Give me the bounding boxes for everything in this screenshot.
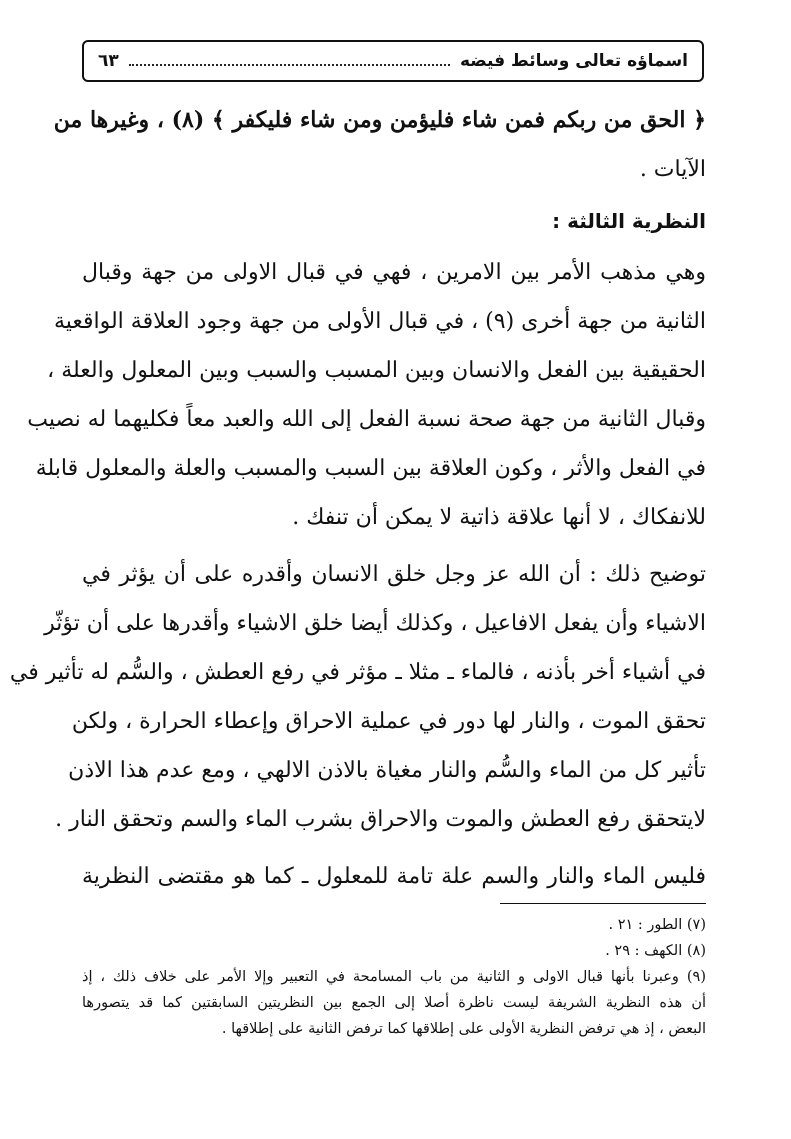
text-line: للانفكاك ، لا أنها علاقة ذاتية لا يمكن أن تنفك .	[292, 505, 706, 530]
paragraph-gap	[82, 542, 706, 550]
main-text	[9, 96, 706, 901]
text-line: الثانية من جهة أخرى (٩) ، في قبال الأولى من جهة وجود العلاقة الواقعية	[53, 309, 706, 334]
text-line: وهي مذهب الأمر بين الامرين ، فهي في قبال الاولى من جهة وقبال	[82, 260, 706, 285]
text-line: لايتحقق رفع العطش والموت والاحراق بشرب الماء والسم وتحقق النار .	[55, 807, 706, 832]
page-number: ٦٣	[98, 51, 119, 71]
text-line: في أشياء أخر بأذنه ، فالماء ـ مثلا ـ مؤثر في رفع العطش ، والسُّم له تأثير في	[9, 660, 706, 685]
text-line: تحقق الموت ، والنار لها دور في عملية الاحراق وإعطاء الحرارة ، ولكن	[71, 709, 706, 734]
section-heading: النظرية الثالثة :	[552, 209, 706, 233]
text-line: وقبال الثانية من جهة صحة نسبة الفعل إلى الله والعبد معاً فكليهما له نصيب	[27, 407, 706, 432]
footnotes	[82, 912, 706, 1042]
text-line: تأثير كل من الماء والسُّم والنار مغياة بالاذن الالهي ، ومع عدم هذا الاذن	[68, 758, 706, 783]
text-line: ﴿ الحق من ربكم فمن شاء فليؤمن ومن شاء فليكفر ﴾ (٨) ، وغيرها من	[53, 107, 706, 133]
running-title: اسماؤه تعالى وسائط فيضه	[459, 51, 688, 71]
text-line: الحقيقية بين الفعل والانسان وبين المسبب والسبب وبين المعلول والعلة ،	[47, 358, 706, 383]
footnote-9-line: أن هذه النظرية الشريفة ليست ناظرة أصلا إلى الجمع بين النظريتين السابقتين كما قد يتصورها	[82, 995, 706, 1011]
footnote-7: (٧) الطور : ٢١ .	[608, 917, 706, 933]
text-line: الاشياء وأن يفعل الافاعيل ، وكذلك أيضا خلق الاشياء وأقدرها على أن تؤثّر	[44, 611, 706, 636]
footnote-9-line: (٩) وعبرنا بأنها قبال الاولى و الثانية من باب المسامحة في التعبير وإلا الأمر على خلاف ذلك ، إذ	[82, 969, 706, 985]
dotted-leader	[129, 64, 450, 66]
text-line: الآيات .	[639, 157, 706, 182]
text-line: توضيح ذلك : أن الله عز وجل خلق الانسان وأقدره على أن يؤثر في	[82, 562, 706, 587]
paragraph-gap	[82, 844, 706, 852]
text-line: فليس الماء والنار والسم علة تامة للمعلول ـ كما هو مقتضى النظرية	[82, 864, 706, 889]
text-line: في الفعل والأثر ، وكون العلاقة بين السبب والمسبب والعلة والمعلول قابلة	[35, 456, 706, 481]
footnote-8: (٨) الكهف : ٢٩ .	[605, 943, 706, 959]
footnote-separator	[500, 903, 706, 904]
running-header	[82, 40, 704, 82]
footnote-9-line: البعض ، إذ هي ترفض النظرية الأولى على إطلاقها كما ترفض الثانية على إطلاقها .	[221, 1021, 706, 1037]
